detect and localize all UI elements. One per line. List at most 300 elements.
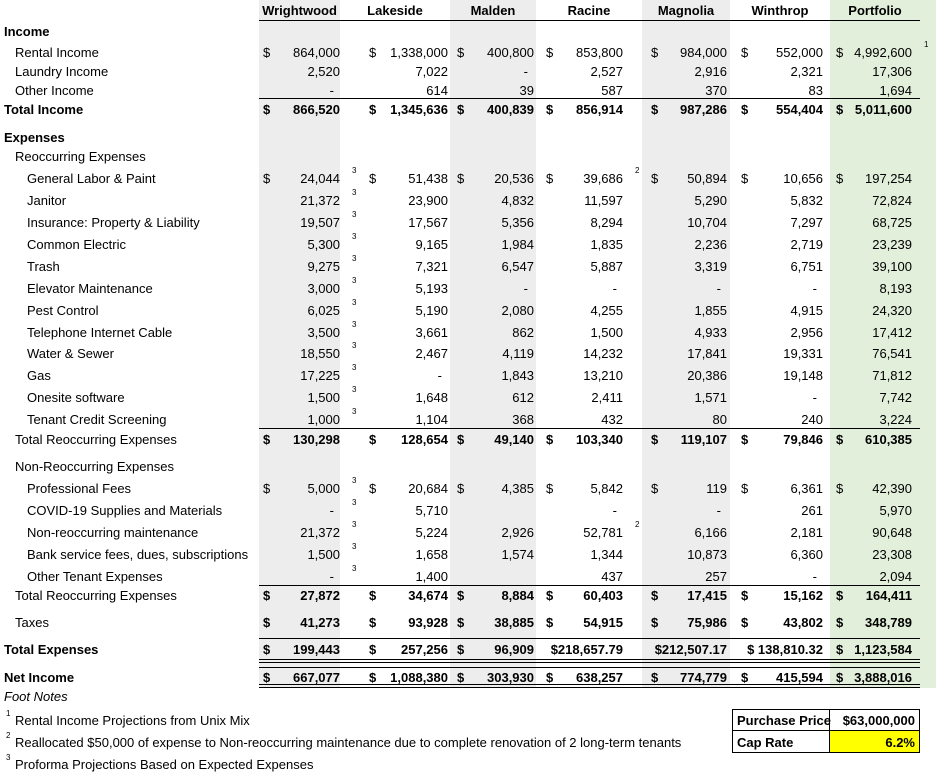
cell-lakeside: 257,256	[401, 642, 448, 657]
cell-magnolia: 20,386	[687, 368, 727, 383]
dollar-sign: $	[836, 45, 844, 60]
cell-lakeside: 5,190	[415, 303, 448, 318]
cell-racine: 13,210	[583, 368, 623, 383]
cell-racine: 60,403	[583, 588, 623, 603]
cell-magnolia: 10,704	[687, 215, 727, 230]
cell-lakeside: 51,438	[408, 171, 448, 186]
cell-lakeside: 9,165	[415, 237, 448, 252]
row-label-total-reoccurring-expenses: Total Reoccurring Expenses	[15, 432, 177, 447]
cell-magnolia: 257	[705, 569, 727, 584]
cell-magnolia: 987,286	[680, 102, 727, 117]
cell-winthrop: 4,915	[790, 303, 823, 318]
dollar-sign: $	[651, 45, 659, 60]
dollar-sign: $	[741, 171, 749, 186]
cell-lakeside: 93,928	[408, 615, 448, 630]
dollar-sign: $	[263, 45, 271, 60]
cell-magnolia: -	[716, 281, 721, 296]
cell-winthrop: 552,000	[776, 45, 823, 60]
cell-magnolia: 984,000	[680, 45, 727, 60]
cap-rate-label: Cap Rate	[737, 735, 794, 750]
cell-portfolio: 23,239	[872, 237, 912, 252]
footnote-ref: 3	[352, 385, 357, 394]
dollar-sign: $	[546, 481, 554, 496]
footnote-ref: 3	[352, 498, 357, 507]
cell-lakeside: 1,104	[415, 412, 448, 427]
cell-malden: 2,080	[501, 303, 534, 318]
cell-portfolio: 39,100	[872, 259, 912, 274]
column-header-racine: Racine	[567, 3, 611, 18]
cell-magnolia: 75,986	[687, 615, 727, 630]
column-header-malden: Malden	[470, 3, 516, 18]
cell-portfolio: 71,812	[872, 368, 912, 383]
dollar-sign: $	[741, 615, 749, 630]
footnote-2-marker: 2	[6, 731, 11, 740]
dollar-sign: $	[263, 102, 271, 117]
cell-portfolio: 8,193	[879, 281, 912, 296]
cell-malden: 303,930	[487, 670, 534, 685]
row-label-insurance-property-liability: Insurance: Property & Liability	[27, 215, 200, 230]
cell-portfolio: 197,254	[865, 171, 912, 186]
cell-winthrop: 240	[801, 412, 823, 427]
cell-lakeside: 3,661	[415, 325, 448, 340]
cell-portfolio: 610,385	[865, 432, 912, 447]
dollar-sign: $	[457, 670, 465, 685]
row-label-water-sewer: Water & Sewer	[27, 346, 114, 361]
footnote-ref: 3	[352, 210, 357, 219]
row-label-other-income: Other Income	[15, 83, 94, 98]
dollar-sign: $	[836, 481, 844, 496]
dollar-sign: $	[741, 432, 749, 447]
cell-malden: 4,832	[501, 193, 534, 208]
cell-magnolia: 17,415	[687, 588, 727, 603]
cell-portfolio: 348,789	[865, 615, 912, 630]
cell-winthrop: 15,162	[783, 588, 823, 603]
dollar-sign: $	[546, 670, 554, 685]
row-label-taxes: Taxes	[15, 615, 49, 630]
footnote-ref: 3	[352, 407, 357, 416]
cell-magnolia: 370	[705, 83, 727, 98]
row-label-gas: Gas	[27, 368, 51, 383]
dollar-sign: $	[836, 171, 844, 186]
dollar-sign: $	[457, 45, 465, 60]
cell-wrightwood: 2,520	[307, 64, 340, 79]
cell-malden: 38,885	[494, 615, 534, 630]
cell-malden: 1,574	[501, 547, 534, 562]
cell-winthrop: 2,321	[790, 64, 823, 79]
row-label-total-reoccurring-expenses: Total Reoccurring Expenses	[15, 588, 177, 603]
cell-racine: 54,915	[583, 615, 623, 630]
dollar-sign: $	[651, 670, 659, 685]
cell-racine: 437	[601, 569, 623, 584]
cell-lakeside: 5,193	[415, 281, 448, 296]
cap-rate-value: 6.2%	[885, 735, 915, 750]
cell-malden: 5,356	[501, 215, 534, 230]
cell-racine: 103,340	[576, 432, 623, 447]
cell-wrightwood: 41,273	[300, 615, 340, 630]
cell-wrightwood: 667,077	[293, 670, 340, 685]
cell-malden: 4,119	[502, 346, 534, 361]
cell-malden: 4,385	[501, 481, 534, 496]
cell-malden: 20,536	[494, 171, 534, 186]
cell-magnolia: -	[716, 503, 721, 518]
cell-portfolio: 76,541	[872, 346, 912, 361]
cell-racine: 1,500	[590, 325, 623, 340]
dollar-sign: $	[263, 171, 271, 186]
footnote-1-marker: 1	[6, 709, 11, 718]
cell-lakeside: 614	[426, 83, 448, 98]
cell-wrightwood: -	[329, 503, 334, 518]
column-header-lakeside: Lakeside	[367, 3, 423, 18]
cell-lakeside: 128,654	[401, 432, 448, 447]
cell-winthrop: 2,956	[790, 325, 823, 340]
dollar-sign: $	[369, 432, 377, 447]
header-underline	[259, 20, 920, 21]
cell-magnolia: 1,855	[694, 303, 727, 318]
cell-wrightwood: 27,872	[300, 588, 340, 603]
cell-racine: 1,344	[590, 547, 623, 562]
cell-malden: 862	[512, 325, 534, 340]
cell-portfolio: 23,308	[872, 547, 912, 562]
dollar-sign: $	[546, 102, 554, 117]
cell-racine: 432	[601, 412, 623, 427]
cell-portfolio: 24,320	[872, 303, 912, 318]
column-header-wrightwood: Wrightwood	[262, 3, 337, 18]
cell-winthrop: $ 138,810.32	[747, 642, 823, 657]
cell-magnolia: 2,916	[694, 64, 727, 79]
column-header-portfolio: Portfolio	[848, 3, 902, 18]
footnotes-title: Foot Notes	[4, 689, 68, 704]
cell-lakeside: 7,321	[415, 259, 448, 274]
dollar-sign: $	[457, 171, 465, 186]
footnote-ref: 3	[352, 188, 357, 197]
dollar-sign: $	[263, 670, 271, 685]
dollar-sign: $	[651, 171, 659, 186]
footnote-ref: 3	[352, 254, 357, 263]
cell-lakeside: 1,648	[415, 390, 448, 405]
cell-lakeside: -	[437, 368, 442, 383]
cell-portfolio: 90,648	[872, 525, 912, 540]
dollar-sign: $	[836, 588, 844, 603]
dollar-sign: $	[457, 432, 465, 447]
row-label-total-income: Total Income	[4, 102, 84, 117]
total-rule	[259, 667, 920, 668]
dollar-sign: $	[651, 481, 659, 496]
cell-portfolio: 72,824	[872, 193, 912, 208]
cell-racine: 853,800	[576, 45, 623, 60]
dollar-sign: $	[836, 432, 844, 447]
purchase-price-label: Purchase Price	[737, 713, 831, 728]
cell-portfolio: 2,094	[879, 569, 912, 584]
dollar-sign: $	[369, 481, 377, 496]
footnote-2-text: Reallocated $50,000 of expense to Non-reoccurring maintenance due to complete renovation of 2 long-term tenants	[15, 735, 682, 750]
footnote-ref: 3	[352, 232, 357, 241]
row-label-general-labor-paint: General Labor & Paint	[27, 171, 156, 186]
cell-winthrop: 19,148	[783, 368, 823, 383]
cell-malden: 612	[512, 390, 534, 405]
cell-lakeside: 5,710	[415, 503, 448, 518]
cell-racine: 1,835	[590, 237, 623, 252]
row-label-covid-19-supplies-and-materials: COVID-19 Supplies and Materials	[27, 503, 223, 518]
dollar-sign: $	[546, 588, 554, 603]
cell-wrightwood: 17,225	[300, 368, 340, 383]
dollar-sign: $	[546, 171, 554, 186]
cell-racine: 856,914	[576, 102, 623, 117]
cell-wrightwood: 5,000	[307, 481, 340, 496]
cell-winthrop: 2,181	[790, 525, 823, 540]
cell-winthrop: -	[812, 569, 817, 584]
dollar-sign: $	[741, 481, 749, 496]
cell-lakeside: 1,658	[415, 547, 448, 562]
cell-portfolio: 68,725	[872, 215, 912, 230]
cell-winthrop: 6,360	[790, 547, 823, 562]
footnote-ref: 3	[352, 320, 357, 329]
total-rule	[259, 638, 920, 639]
double-rule	[259, 659, 920, 663]
cell-racine: -	[612, 281, 617, 296]
dollar-sign: $	[741, 102, 749, 117]
cell-portfolio: 3,224	[879, 412, 912, 427]
cell-magnolia: 774,779	[680, 670, 727, 685]
dollar-sign: $	[263, 588, 271, 603]
cell-portfolio: 1,123,584	[854, 642, 912, 657]
dollar-sign: $	[457, 615, 465, 630]
dollar-sign: $	[263, 642, 271, 657]
cell-lakeside: 1,400	[415, 569, 448, 584]
total-rule	[259, 585, 920, 586]
cell-winthrop: 554,404	[776, 102, 823, 117]
cell-winthrop: 6,361	[790, 481, 823, 496]
cell-winthrop: 2,719	[790, 237, 823, 252]
row-label-janitor: Janitor	[27, 193, 67, 208]
cell-lakeside: 1,338,000	[390, 45, 448, 60]
cell-winthrop: 79,846	[783, 432, 823, 447]
cell-magnolia: 3,319	[694, 259, 727, 274]
cell-portfolio: 17,306	[872, 64, 912, 79]
dollar-sign: $	[457, 642, 465, 657]
section-expenses: Expenses	[4, 130, 65, 145]
cell-portfolio: 7,742	[879, 390, 912, 405]
cell-racine: 587	[601, 83, 623, 98]
dollar-sign: $	[263, 432, 271, 447]
cell-malden: 400,839	[487, 102, 534, 117]
cell-magnolia: 4,933	[694, 325, 727, 340]
row-label-onesite-software: Onesite software	[27, 390, 125, 405]
cell-racine: 11,597	[584, 193, 623, 208]
footnote-ref: 3	[352, 276, 357, 285]
row-label-total-expenses: Total Expenses	[4, 642, 99, 657]
cell-malden: 1,984	[501, 237, 534, 252]
cell-lakeside: 7,022	[415, 64, 448, 79]
cell-racine: 4,255	[590, 303, 623, 318]
cell-wrightwood: 1,500	[307, 547, 340, 562]
row-label-laundry-income: Laundry Income	[15, 64, 109, 79]
cell-winthrop: 5,832	[790, 193, 823, 208]
dollar-sign: $	[369, 588, 377, 603]
total-rule	[259, 428, 920, 429]
cell-malden: 400,800	[487, 45, 534, 60]
cell-wrightwood: 199,443	[293, 642, 340, 657]
cell-magnolia: 119	[706, 481, 727, 496]
dollar-sign: $	[369, 45, 377, 60]
footnote-ref: 3	[352, 166, 357, 175]
cell-portfolio: 1,694	[879, 83, 912, 98]
footnote-3-text: Proforma Projections Based on Expected Expenses	[15, 757, 314, 772]
dollar-sign: $	[741, 588, 749, 603]
row-label-telephone-internet-cable: Telephone Internet Cable	[27, 325, 173, 340]
footnote-ref: 3	[352, 298, 357, 307]
dollar-sign: $	[369, 670, 377, 685]
cell-racine: $218,657.79	[550, 642, 623, 657]
cell-magnolia: 2,236	[694, 237, 727, 252]
dollar-sign: $	[651, 588, 659, 603]
cell-wrightwood: 21,372	[300, 193, 340, 208]
dollar-sign: $	[263, 615, 271, 630]
cell-magnolia: 80	[712, 412, 727, 427]
row-label-net-income: Net Income	[4, 670, 75, 685]
cell-lakeside: 34,674	[408, 588, 448, 603]
cell-wrightwood: 3,000	[307, 281, 340, 296]
cell-winthrop: 7,297	[790, 215, 823, 230]
cell-lakeside: 2,467	[415, 346, 448, 361]
cell-magnolia: 17,841	[687, 346, 727, 361]
cell-winthrop: 261	[801, 503, 823, 518]
cell-malden: 1,843	[501, 368, 534, 383]
cell-malden: -	[523, 64, 528, 79]
cell-wrightwood: 6,025	[307, 303, 340, 318]
cell-lakeside: 20,684	[408, 481, 448, 496]
dollar-sign: $	[369, 102, 377, 117]
cell-malden: 49,140	[494, 432, 534, 447]
cell-portfolio: 5,970	[879, 503, 912, 518]
cell-malden: 6,547	[501, 259, 534, 274]
footnote-ref: 2	[635, 520, 640, 529]
cell-wrightwood: 1,500	[307, 390, 340, 405]
dollar-sign: $	[546, 432, 554, 447]
section-income: Income	[4, 24, 50, 39]
purchase-price-value: $63,000,000	[842, 713, 915, 728]
dollar-sign: $	[457, 102, 465, 117]
dollar-sign: $	[369, 615, 377, 630]
cell-malden: 8,884	[501, 588, 534, 603]
column-header-winthrop: Winthrop	[751, 3, 809, 18]
cell-wrightwood: -	[329, 83, 334, 98]
dollar-sign: $	[457, 481, 465, 496]
dollar-sign: $	[651, 102, 659, 117]
cell-portfolio: 5,011,600	[854, 102, 912, 117]
cell-lakeside: 5,224	[415, 525, 448, 540]
cell-portfolio: 42,390	[872, 481, 912, 496]
row-label-non-reoccurring-maintenance: Non-reoccurring maintenance	[27, 525, 199, 540]
dollar-sign: $	[651, 615, 659, 630]
cell-wrightwood: 864,000	[293, 45, 340, 60]
row-label-bank-service-fees-dues-subscriptions: Bank service fees, dues, subscriptions	[27, 547, 249, 562]
dollar-sign: $	[836, 615, 844, 630]
cell-wrightwood: 130,298	[293, 432, 340, 447]
row-label-common-electric: Common Electric	[27, 237, 126, 252]
footnote-1-text: Rental Income Projections from Unix Mix	[15, 713, 250, 728]
footnote-ref: 1	[924, 40, 929, 49]
cell-winthrop: 6,751	[790, 259, 823, 274]
cell-malden: 39	[519, 83, 534, 98]
footnote-ref: 2	[635, 166, 640, 175]
row-label-tenant-credit-screening: Tenant Credit Screening	[27, 412, 167, 427]
dollar-sign: $	[369, 642, 377, 657]
cell-wrightwood: -	[329, 569, 334, 584]
dollar-sign: $	[741, 45, 749, 60]
row-label-pest-control: Pest Control	[27, 303, 99, 318]
cell-portfolio: 164,411	[865, 588, 912, 603]
cell-winthrop: -	[812, 281, 817, 296]
cell-magnolia: 10,873	[687, 547, 727, 562]
column-header-magnolia: Magnolia	[657, 3, 715, 18]
footnote-ref: 3	[352, 341, 357, 350]
cell-malden: 368	[512, 412, 534, 427]
cell-portfolio: 4,992,600	[854, 45, 912, 60]
subsection-non-reoccurring-expenses: Non-Reoccurring Expenses	[15, 459, 174, 474]
cell-magnolia: $212,507.17	[654, 642, 727, 657]
cell-wrightwood: 866,520	[293, 102, 340, 117]
cell-wrightwood: 1,000	[307, 412, 340, 427]
cell-racine: 2,527	[590, 64, 623, 79]
cell-racine: 638,257	[576, 670, 623, 685]
row-label-elevator-maintenance: Elevator Maintenance	[27, 281, 153, 296]
cell-racine: 52,781	[583, 525, 623, 540]
footnote-ref: 3	[352, 363, 357, 372]
total-rule	[259, 98, 920, 99]
dollar-sign: $	[836, 102, 844, 117]
footnote-ref: 3	[352, 542, 357, 551]
dollar-sign: $	[836, 670, 844, 685]
cell-winthrop: 43,802	[783, 615, 823, 630]
subsection-reoccurring-expenses: Reoccurring Expenses	[15, 149, 146, 164]
cell-racine: -	[612, 503, 617, 518]
cell-wrightwood: 9,275	[307, 259, 340, 274]
dollar-sign: $	[369, 171, 377, 186]
purchase-price-row	[733, 710, 919, 731]
cell-winthrop: -	[812, 390, 817, 405]
footnote-ref: 3	[352, 564, 357, 573]
cell-racine: 39,686	[583, 171, 623, 186]
cell-portfolio: 17,412	[872, 325, 912, 340]
footnote-ref: 3	[352, 520, 357, 529]
cell-winthrop: 19,331	[783, 346, 823, 361]
cell-portfolio: 3,888,016	[854, 670, 912, 685]
dollar-sign: $	[546, 45, 554, 60]
cell-wrightwood: 5,300	[307, 237, 340, 252]
footnote-ref: 3	[352, 476, 357, 485]
dollar-sign: $	[263, 481, 271, 496]
cell-lakeside: 23,900	[408, 193, 448, 208]
cell-magnolia: 1,571	[694, 390, 727, 405]
dollar-sign: $	[457, 588, 465, 603]
cell-magnolia: 5,290	[694, 193, 727, 208]
row-label-rental-income: Rental Income	[15, 45, 99, 60]
cell-malden: 2,926	[501, 525, 534, 540]
dollar-sign: $	[546, 615, 554, 630]
cell-racine: 8,294	[590, 215, 623, 230]
summary-box	[732, 709, 920, 753]
cell-winthrop: 10,656	[783, 171, 823, 186]
cell-wrightwood: 24,044	[300, 171, 340, 186]
dollar-sign: $	[836, 642, 844, 657]
row-label-professional-fees: Professional Fees	[27, 481, 132, 496]
cell-racine: 14,232	[583, 346, 623, 361]
cell-racine: 5,842	[590, 481, 623, 496]
row-label-trash: Trash	[27, 259, 60, 274]
dollar-sign: $	[741, 670, 749, 685]
cell-winthrop: 83	[808, 83, 823, 98]
cell-wrightwood: 3,500	[307, 325, 340, 340]
